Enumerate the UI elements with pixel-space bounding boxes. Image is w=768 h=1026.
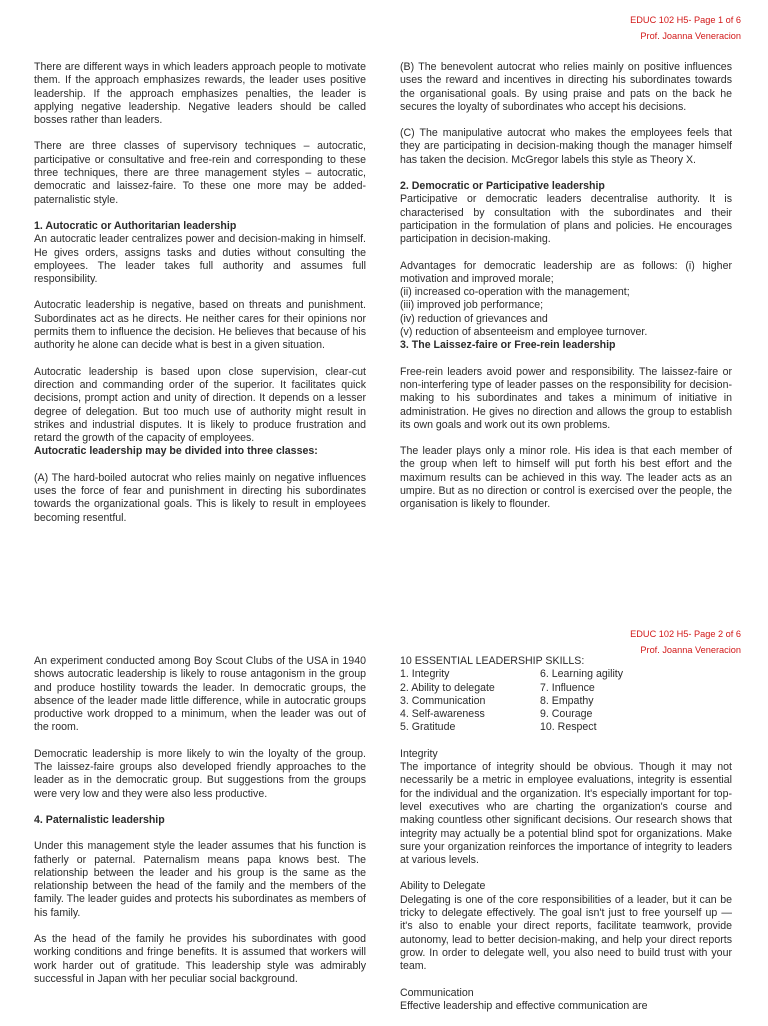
paragraph: (A) The hard-boiled autocrat who relies mainly on negative influences uses the force of fear and punishment in directing his subordinates towards the organizational goals. This is likely to result in employees becoming resentful. [34,471,366,524]
document-page-2 [0,622,768,1024]
subsection-heading: Communication [400,986,474,999]
paragraph: The importance of integrity should be obvious. Though it may not necessarily be a metric in employee evaluations, integrity is essential for the individual and the organization. It's especially important for top-level executives who are charting the organization's course and making countless other significant decisions. Our research shows that integrity may actually be a potential blind spot for organizations. Make sure your organization reinforces the importance of integrity to leaders at various levels. [400,761,732,867]
paragraph: As the head of the family he provides his subordinates with good working conditions and fringe benefits. It is assumed that workers will work harder out of gratitude. This leadership style was admirably successful in Japan with her peculiar social background. [34,933,366,985]
paragraph: There are different ways in which leaders approach people to motivate them. If the approach emphasizes rewards, the leader uses positive leadership. If the approach emphasizes penalties, the leader is applying negative leadership. Negative leaders should be called bosses rather than leaders. [34,61,366,127]
paragraph: (B) The benevolent autocrat who relies mainly on positive influences uses the reward and incentives in directing his subordinates towards the organisational goals. By using praise and pats on the back he secures the loyalty of subordinates who accept his decisions. [400,61,732,113]
list-item: (iii) improved job performance; [400,299,544,312]
right-column [400,61,732,525]
paragraph: Democratic leadership is more likely to win the loyalty of the group. The laissez-faire groups also developed friendly approaches to the leader as in the democratic group. But suggestions from the groups were very low and they were also less productive. [34,747,366,800]
page-header [630,12,741,44]
professor-name: Prof. Joanna Veneracion [640,31,741,41]
right-column [400,655,732,1026]
skill-item: 3. Communication [400,694,486,707]
paragraph: Free-rein leaders avoid power and responsibility. The laissez-faire or non-interfering type of leader passes on the responsibility for decision-making to his subordinates and takes a minimum of initiative in administration. He gives no direction and allows the group to establish its own goals and work out its own problems. [400,365,732,431]
list-item: (v) reduction of absenteeism and employee turnover. [400,326,648,339]
section-heading: 4. Paternalistic leadership [34,813,165,826]
paragraph: Autocratic leadership is based upon close supervision, clear-cut direction and commanding order of the superior. It facilitates quick decisions, prompt action and unity of direction. It depends on a lesser degree of delegation. But too much use of authority might result in strikes and industrial disputes. It is likely to produce frustration and retard the growth of the capacity of employees. [34,365,366,445]
skill-item: 5. Gratitude [400,721,456,734]
skills-list [400,668,732,734]
paragraph: Advantages for democratic leadership are as follows: (i) higher motivation and improved morale; [400,259,732,285]
subsection-heading: Integrity [400,747,438,760]
skill-item: 1. Integrity [400,668,450,681]
course-page-label: EDUC 102 H5- Page 1 of 6 [630,15,741,25]
paragraph: Participative or democratic leaders decentralise authority. It is characterised by consultation with the subordinates and their participation in the formulation of plans and policies. He encourages participation in decision-making. [400,193,732,246]
section-heading: 3. The Laissez-faire or Free-rein leadership [400,339,616,352]
section-heading: 2. Democratic or Participative leadership [400,180,605,193]
left-column [34,655,366,999]
paragraph: An experiment conducted among Boy Scout Clubs of the USA in 1940 shows autocratic leadership is likely to rouse antagonism in the group and produce hostility towards the leader. In democratic groups, the absence of the leader made little difference, while in autocratic groups productive work dropped to a minimum, when the leader was out of the room. [34,655,366,734]
skill-item: 6. Learning agility [540,668,624,681]
skills-list-title: 10 ESSENTIAL LEADERSHIP SKILLS: [400,655,585,667]
page-header [630,626,741,658]
left-column [34,61,366,538]
paragraph: Delegating is one of the core responsibilities of a leader, but it can be tricky to delegate effectively. The goal isn't just to free yourself up — it's also to enable your direct reports, facilitate teamwork, provide autonomy, lead to better decision-making, and help your direct reports grow. In order to delegate well, you also need to build trust with your team. [400,893,732,973]
paragraph: Effective leadership and effective communication are [400,999,648,1012]
section-heading: Autocratic leadership may be divided into three classes: [34,445,318,458]
paragraph: Autocratic leadership is negative, based on threats and punishment. Subordinates act as he directs. He neither cares for their opinions nor permits them to influence the decision. He believes that because of his authority he alone can decide what is best in a given situation. [34,299,366,352]
section-heading: 1. Autocratic or Authoritarian leadership [34,219,237,232]
list-item: (iv) reduction of grievances and [400,312,548,325]
skill-item: 2. Ability to delegate [400,681,495,694]
paragraph: An autocratic leader centralizes power and decision-making in himself. He gives orders, assigns tasks and duties without consulting the employees. The leader takes full authority and assumes full responsibility. [34,233,366,286]
course-page-label: EDUC 102 H5- Page 2 of 6 [630,629,741,639]
paragraph: The leader plays only a minor role. His idea is that each member of the group when left to himself will put forth his best effort and the maximum results can be achieved in this way. The leader acts as an umpire. But as no direction or control is exercised over the people, the organisation is likely to flounder. [400,445,732,511]
list-item: (ii) increased co-operation with the management; [400,286,630,299]
skill-item: 4. Self-awareness [400,708,485,721]
skill-item: 7. Influence [540,681,595,694]
paragraph: (C) The manipulative autocrat who makes the employees feels that they are participating in decision-making though the manager himself has taken the decision. McGregor labels this style as Theory X. [400,127,732,166]
subsection-heading: Ability to Delegate [400,880,486,893]
paragraph: There are three classes of supervisory techniques – autocratic, participative or consultative and free-rein and corresponding to these three techniques, there are three management styles – autocratic, democratic and laissez-faire. To these one more may be added-paternalistic style. [34,140,366,206]
skill-item: 8. Empathy [540,694,594,707]
skill-item: 10. Respect [540,721,597,734]
skill-item: 9. Courage [540,708,593,721]
professor-name: Prof. Joanna Veneracion [640,645,741,655]
paragraph: Under this management style the leader assumes that his function is fatherly or paternal. Paternalism means papa knows best. The relationship between the leader and his group is the same as the relationship between the head of the family and the members of the family. The leader guides and protects his subordinates as members of his family. [34,840,366,919]
